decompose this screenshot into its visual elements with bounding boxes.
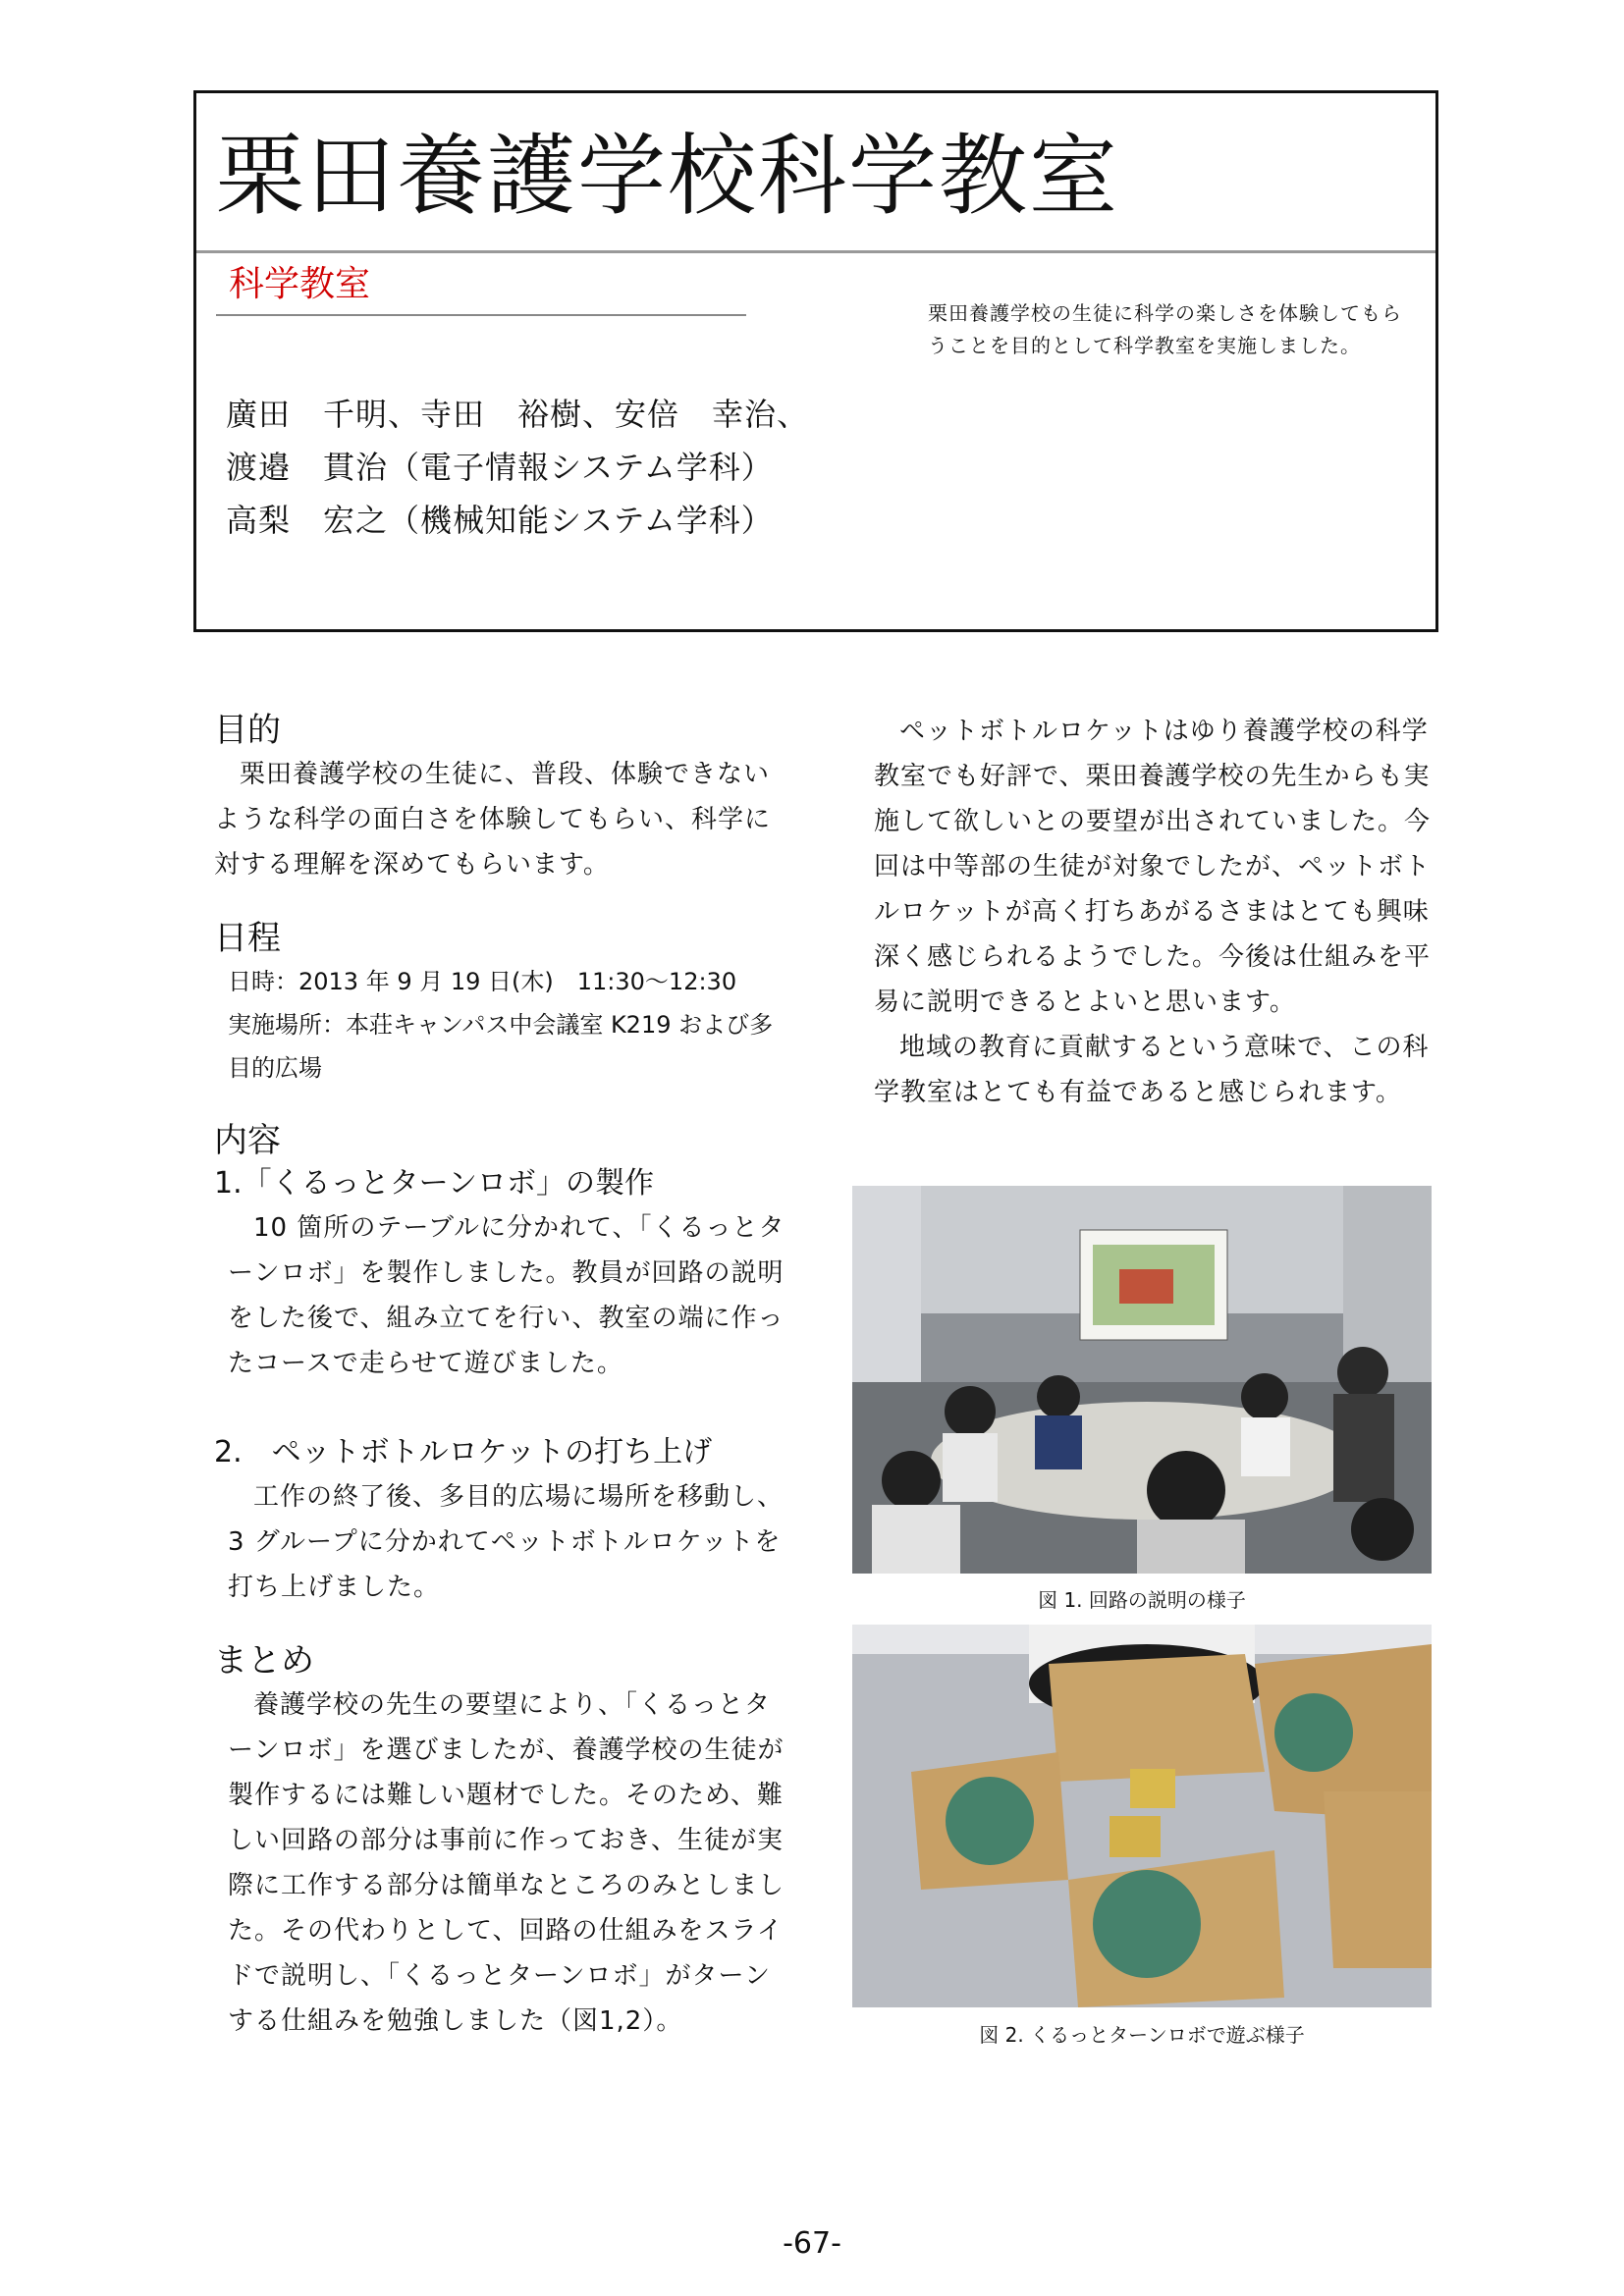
item-body: 工作の終了後、多目的広場に場所を移動し、3 グループに分かれてペットボトルロケットを打ち上げました。 [228,1482,785,1602]
section-heading: 日程 [214,919,281,958]
page-number: -67- [783,2226,841,2261]
schedule-date: 日時：2013 年 9 月 19 日(木) 11:30～12:30 [228,968,737,995]
schedule-place: 実施場所：本荘キャンパス中会議室 K219 および多目的広場 [228,1011,774,1082]
section-purpose [214,709,793,887]
section-body: 栗田養護学校の生徒に、普段、体験できないような科学の面白さを体験してもらい、科学に対する理解を深めてもらいます。 [214,760,772,880]
figure-2-caption: 図 2. くるっとターンロボで遊ぶ様子 [979,2023,1305,2047]
subtitle: 科学教室 [229,264,371,304]
author-line: 高梨 宏之（機械知能システム学科） [226,502,774,539]
figure-2-photo [852,1625,1432,2007]
subtitle-rule [216,314,746,316]
section-body: 養護学校の先生の要望により、「くるっとターンロボ」を選びましたが、養護学校の生徒が製作するには難しい題材でした。そのため、難しい回路の部分は事前に作っておき、生徒が実際に工作する部分は簡単なところのみとしました。その代わりとして、回路の仕組みをスライドで説明し、「くるっとターンロボ」がターンする仕組みを勉強しました（図1,2）。 [228,1690,785,2036]
section-schedule [214,917,793,1090]
left-column [214,709,793,2073]
abstract: 栗田養護学校の生徒に科学の楽しさを体験してもらうことを目的として科学教室を実施しました。 [928,301,1402,357]
section-heading: まとめ [214,1641,314,1681]
title-rule [196,250,1435,253]
figure-1-photo [852,1186,1432,1574]
section-content [214,1119,793,1610]
item-title: 2. ペットボトルロケットの打ち上げ [214,1435,713,1469]
section-summary [214,1639,793,2044]
author-line: 廣田 千明、寺田 裕樹、安倍 幸治、 [226,396,810,433]
figure-1-caption: 図 1. 回路の説明の様子 [1038,1588,1246,1612]
page-title: 栗田養護学校科学教室 [216,125,1119,228]
section-heading: 内容 [214,1121,281,1160]
header-box [193,90,1438,632]
author-line: 渡邉 貫治（電子情報システム学科） [226,449,774,486]
right-column [874,709,1434,1115]
paragraph: ペットボトルロケットはゆり養護学校の科学教室でも好評で、栗田養護学校の先生からも実施して欲しいとの要望が出されていました。今回は中等部の生徒が対象でしたが、ペットボトルロケットが高く打ちあがるさまはとても興味深く感じられるようでした。今後は仕組みを平易に説明できるとよいと思います。 [874,717,1432,1017]
authors [226,388,809,547]
section-heading: 目的 [214,711,281,750]
item-title: 1.「くるっとターンロボ」の製作 [214,1166,655,1201]
paragraph: 地域の教育に貢献するという意味で、この科学教室はとても有益であると感じられます。 [874,1033,1430,1107]
item-body: 10 箇所のテーブルに分かれて、「くるっとターンロボ」を製作しました。教員が回路の説明をした後で、組み立てを行い、教室の端に作ったコースで走らせて遊びました。 [228,1213,785,1378]
